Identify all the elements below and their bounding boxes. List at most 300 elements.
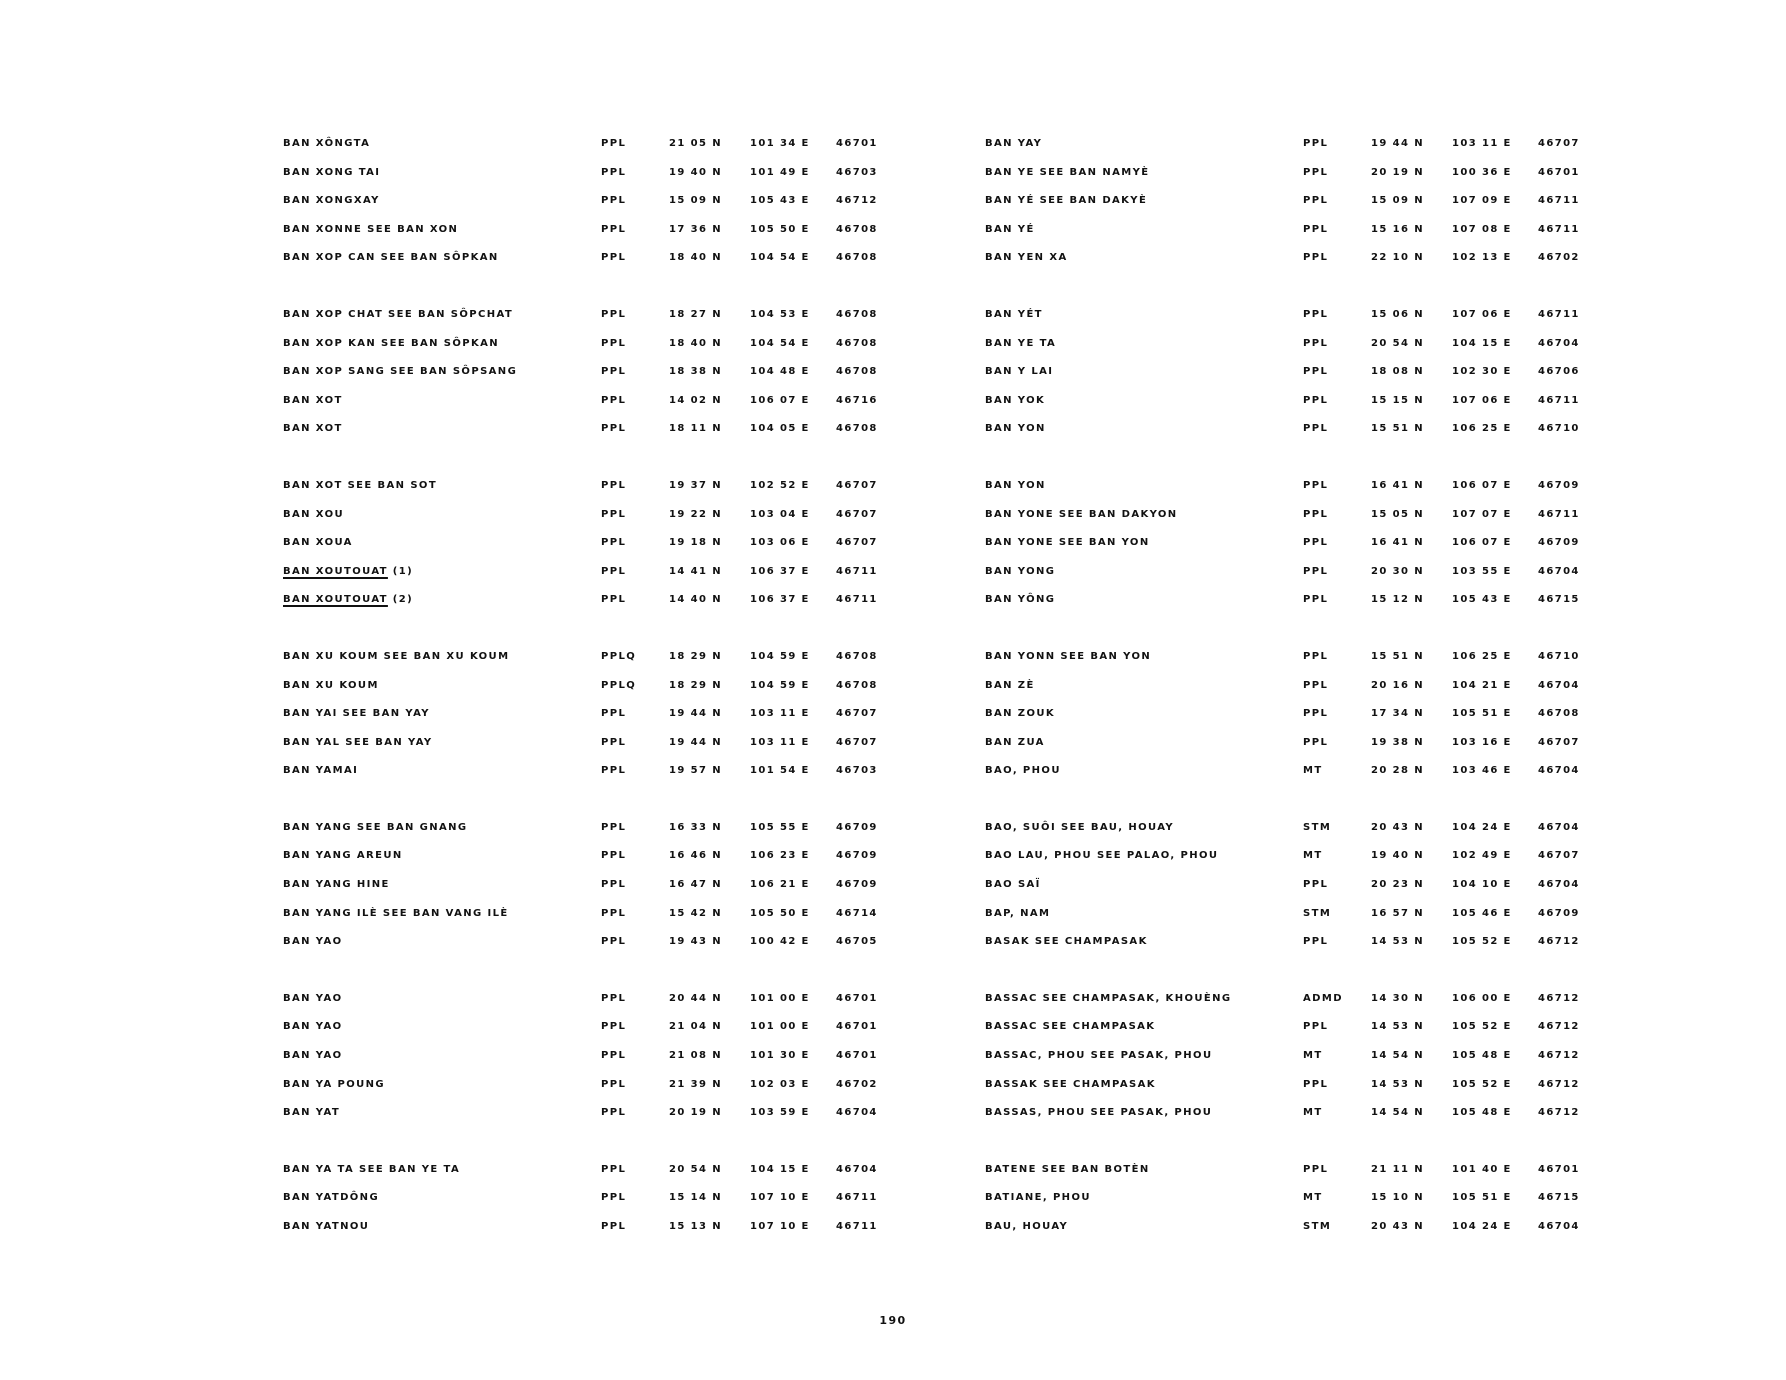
latitude: 20 43 N: [1371, 821, 1424, 833]
place-name-text: BAN YONN SEE BAN YON: [985, 650, 1152, 662]
map-sheet-ref: 46704: [836, 1163, 878, 1175]
place-name: [283, 936, 343, 947]
latitude: 14 54 N: [1371, 1050, 1424, 1062]
latitude: 19 40 N: [1371, 850, 1424, 862]
gazetteer-entry: [283, 936, 923, 965]
place-name: [283, 537, 353, 548]
entry-group: [985, 480, 1625, 623]
gazetteer-entry: [283, 309, 923, 338]
gazetteer-entry: [283, 566, 923, 595]
place-name: [985, 1079, 1156, 1090]
gazetteer-entry: [985, 566, 1625, 595]
place-name: [283, 395, 343, 406]
place-name: [985, 195, 1147, 206]
longitude: 105 55 E: [750, 821, 810, 833]
feature-type: PPL: [1303, 537, 1329, 549]
longitude: 107 10 E: [750, 1221, 810, 1232]
latitude: 21 05 N: [669, 138, 722, 149]
feature-type: STM: [1303, 821, 1332, 833]
feature-type: MT: [1303, 850, 1323, 862]
feature-type: PPL: [601, 1050, 627, 1062]
feature-type: PPL: [601, 850, 627, 862]
gazetteer-entry: [985, 480, 1625, 509]
map-sheet-ref: 46711: [836, 1221, 878, 1232]
latitude: 19 40 N: [669, 166, 722, 178]
longitude: 105 50 E: [750, 907, 810, 919]
place-name-text: BAN XU KOUM: [283, 679, 379, 691]
map-sheet-ref: 46711: [1538, 223, 1580, 235]
place-name-text: BAN YOK: [985, 394, 1046, 406]
feature-type: PPL: [601, 1163, 627, 1175]
place-name: [985, 737, 1045, 748]
latitude: 21 04 N: [669, 1021, 722, 1033]
place-name-text: BAN XU KOUM SEE BAN XU KOUM: [283, 650, 510, 662]
place-name-text: BAN YAO: [283, 992, 343, 1004]
gazetteer-entry: [985, 252, 1625, 281]
feature-type: PPL: [1303, 936, 1329, 948]
longitude: 105 43 E: [750, 195, 810, 207]
place-name-text: BAN YA POUNG: [283, 1078, 386, 1090]
place-name: [283, 708, 430, 719]
map-sheet-ref: 46701: [836, 992, 878, 1004]
longitude: 104 24 E: [1452, 821, 1512, 833]
gazetteer-entry: [985, 537, 1625, 566]
place-name: [985, 1192, 1091, 1203]
place-name: [985, 167, 1149, 178]
latitude: 15 13 N: [669, 1221, 722, 1232]
feature-type: PPL: [1303, 508, 1329, 520]
longitude: 106 07 E: [1452, 537, 1512, 549]
longitude: 102 49 E: [1452, 850, 1512, 862]
place-name: [985, 1164, 1150, 1175]
place-name: [985, 708, 1055, 719]
map-sheet-ref: 46712: [1538, 1050, 1580, 1062]
gazetteer-column-left: [283, 138, 923, 1278]
map-sheet-ref: 46711: [1538, 308, 1580, 320]
place-name: [283, 366, 517, 377]
latitude: 14 53 N: [1371, 1021, 1424, 1033]
feature-type: PPL: [601, 907, 627, 919]
latitude: 18 40 N: [669, 337, 722, 349]
feature-type: PPL: [601, 366, 627, 378]
gazetteer-entry: [283, 395, 923, 424]
entry-group: [283, 480, 923, 623]
feature-type: PPL: [601, 821, 627, 833]
gazetteer-entry: [283, 1050, 923, 1079]
place-name-text: BAO, SUÔI SEE BAU, HOUAY: [985, 821, 1175, 833]
feature-type: PPL: [1303, 1163, 1329, 1175]
place-name: [985, 338, 1056, 349]
map-sheet-ref: 46708: [836, 679, 878, 691]
longitude: 107 08 E: [1452, 223, 1512, 235]
map-sheet-ref: 46716: [836, 394, 878, 406]
longitude: 104 21 E: [1452, 679, 1512, 691]
place-name: [283, 1164, 460, 1175]
map-sheet-ref: 46709: [836, 879, 878, 891]
longitude: 105 43 E: [1452, 594, 1512, 606]
place-name: [985, 1221, 1068, 1232]
feature-type: ADMD: [1303, 992, 1343, 1004]
gazetteer-entry: [283, 822, 923, 851]
place-name: [283, 765, 358, 776]
gazetteer-entry: [985, 822, 1625, 851]
longitude: 106 07 E: [1452, 479, 1512, 491]
latitude: 17 36 N: [669, 223, 722, 235]
place-name: [985, 509, 1178, 520]
longitude: 106 00 E: [1452, 992, 1512, 1004]
longitude: 105 50 E: [750, 223, 810, 235]
place-name: [985, 850, 1218, 861]
feature-type: PPL: [601, 508, 627, 520]
longitude: 104 15 E: [750, 1163, 810, 1175]
latitude: 16 46 N: [669, 850, 722, 862]
place-name-text: BAN XOU: [283, 508, 344, 520]
gazetteer-entry: [985, 509, 1625, 538]
place-name-text: BAN YAT: [283, 1107, 341, 1119]
map-sheet-ref: 46708: [836, 308, 878, 320]
feature-type: PPL: [601, 879, 627, 891]
longitude: 103 46 E: [1452, 765, 1512, 777]
gazetteer-entry: [283, 195, 923, 224]
gazetteer-entry: [283, 737, 923, 766]
map-sheet-ref: 46715: [1538, 594, 1580, 606]
latitude: 19 18 N: [669, 537, 722, 549]
gazetteer-entry: [283, 537, 923, 566]
place-name-text: BAN XOP KAN SEE BAN SÔPKAN: [283, 337, 500, 349]
map-sheet-ref: 46703: [836, 765, 878, 777]
gazetteer-entry: [985, 908, 1625, 937]
place-name: [283, 566, 413, 577]
feature-type: PPL: [601, 537, 627, 549]
longitude: 106 23 E: [750, 850, 810, 862]
place-name: [985, 993, 1232, 1004]
latitude: 19 44 N: [669, 736, 722, 748]
map-sheet-ref: 46712: [1538, 1078, 1580, 1090]
place-name: [283, 737, 433, 748]
map-sheet-ref: 46710: [1538, 423, 1580, 435]
map-sheet-ref: 46712: [1538, 992, 1580, 1004]
place-name-text: BAU, HOUAY: [985, 1221, 1069, 1232]
place-name: [985, 1050, 1212, 1061]
map-sheet-ref: 46702: [1538, 252, 1580, 264]
latitude: 15 06 N: [1371, 308, 1424, 320]
place-name-text: BAN YÉT: [985, 308, 1043, 320]
map-sheet-ref: 46711: [836, 565, 878, 577]
gazetteer-entry: [985, 993, 1625, 1022]
map-sheet-ref: 46709: [1538, 479, 1580, 491]
map-sheet-ref: 46709: [1538, 907, 1580, 919]
map-sheet-ref: 46711: [836, 594, 878, 606]
map-sheet-ref: 46705: [836, 936, 878, 948]
longitude: 103 16 E: [1452, 736, 1512, 748]
gazetteer-entry: [283, 224, 923, 253]
place-name-text: BASSAC SEE CHAMPASAK: [985, 1021, 1156, 1033]
latitude: 16 57 N: [1371, 907, 1424, 919]
feature-type: PPL: [601, 1192, 627, 1204]
feature-type: PPL: [1303, 366, 1329, 378]
place-name-text: BAN XOT SEE BAN SOT: [283, 479, 438, 491]
gazetteer-entry: [283, 879, 923, 908]
latitude: 14 40 N: [669, 594, 722, 606]
place-name-text: BAN YANG HINE: [283, 879, 390, 891]
place-name-text: BAN YANG ILÈ SEE BAN VANG ILÈ: [283, 907, 509, 919]
map-sheet-ref: 46712: [836, 195, 878, 207]
latitude: 15 09 N: [669, 195, 722, 207]
longitude: 102 52 E: [750, 479, 810, 491]
latitude: 18 29 N: [669, 650, 722, 662]
gazetteer-entry: [283, 252, 923, 281]
latitude: 15 51 N: [1371, 650, 1424, 662]
entry-group: [985, 138, 1625, 281]
place-name-text: BAN YE SEE BAN NAMYÈ: [985, 166, 1150, 178]
feature-type: MT: [1303, 1192, 1323, 1204]
map-sheet-ref: 46708: [836, 423, 878, 435]
place-name-text: BAN YONE SEE BAN YON: [985, 537, 1150, 549]
place-name-text: BAN XOP CHAT SEE BAN SÔPCHAT: [283, 308, 514, 320]
longitude: 106 37 E: [750, 565, 810, 577]
map-sheet-ref: 46711: [1538, 195, 1580, 207]
map-sheet-ref: 46711: [1538, 508, 1580, 520]
latitude: 15 15 N: [1371, 394, 1424, 406]
place-name-text: BASAK SEE CHAMPASAK: [985, 936, 1148, 948]
latitude: 20 19 N: [669, 1107, 722, 1119]
longitude: 104 54 E: [750, 252, 810, 264]
gazetteer-entry: [283, 138, 923, 167]
map-sheet-ref: 46707: [836, 708, 878, 720]
latitude: 15 51 N: [1371, 423, 1424, 435]
latitude: 19 22 N: [669, 508, 722, 520]
feature-type: PPL: [1303, 394, 1329, 406]
place-name-text: BAO, PHOU: [985, 765, 1061, 777]
latitude: 21 39 N: [669, 1078, 722, 1090]
gazetteer-entry: [985, 167, 1625, 196]
map-sheet-ref: 46707: [1538, 138, 1580, 149]
latitude: 20 16 N: [1371, 679, 1424, 691]
latitude: 16 33 N: [669, 821, 722, 833]
place-name: [985, 309, 1043, 320]
feature-type: PPL: [601, 594, 627, 606]
longitude: 105 52 E: [1452, 1078, 1512, 1090]
place-name-text: BAN YA TA SEE BAN YE TA: [283, 1163, 461, 1175]
map-sheet-ref: 46708: [836, 337, 878, 349]
place-name-text: BAN XONGXAY: [283, 195, 380, 207]
latitude: 15 12 N: [1371, 594, 1424, 606]
place-name-text: BAN YAO: [283, 1021, 343, 1033]
gazetteer-entry: [985, 195, 1625, 224]
gazetteer-entry: [283, 594, 923, 623]
latitude: 20 43 N: [1371, 1221, 1424, 1232]
latitude: 14 54 N: [1371, 1107, 1424, 1119]
latitude: 20 54 N: [669, 1163, 722, 1175]
gazetteer-entry: [283, 1221, 923, 1250]
place-name-text: BASSAC SEE CHAMPASAK, KHOUÈNG: [985, 992, 1232, 1004]
longitude: 105 51 E: [1452, 708, 1512, 720]
map-sheet-ref: 46704: [1538, 337, 1580, 349]
place-name: [985, 879, 1041, 890]
map-sheet-ref: 46704: [836, 1107, 878, 1119]
gazetteer-column-right: [985, 138, 1625, 1278]
place-name: [985, 423, 1046, 434]
place-name-text: BAN YAMAI: [283, 765, 359, 777]
entry-group: [283, 651, 923, 794]
longitude: 104 54 E: [750, 337, 810, 349]
place-name-text: BAN ZÈ: [985, 679, 1035, 691]
feature-type: MT: [1303, 765, 1323, 777]
feature-type: PPL: [1303, 308, 1329, 320]
place-name: [283, 138, 370, 149]
latitude: 14 53 N: [1371, 936, 1424, 948]
place-name-text: BAN XOUA: [283, 537, 353, 549]
place-name: [985, 908, 1050, 919]
longitude: 106 25 E: [1452, 423, 1512, 435]
gazetteer-entry: [985, 1164, 1625, 1193]
gazetteer-entry: [985, 708, 1625, 737]
map-sheet-ref: 46703: [836, 166, 878, 178]
gazetteer-entry: [283, 850, 923, 879]
longitude: 102 30 E: [1452, 366, 1512, 378]
gazetteer-entry: [985, 594, 1625, 623]
longitude: 105 46 E: [1452, 907, 1512, 919]
longitude: 100 36 E: [1452, 166, 1512, 178]
latitude: 19 44 N: [669, 708, 722, 720]
latitude: 14 30 N: [1371, 992, 1424, 1004]
gazetteer-entry: [283, 1192, 923, 1221]
feature-type: PPL: [601, 337, 627, 349]
feature-type: PPL: [601, 479, 627, 491]
longitude: 107 06 E: [1452, 394, 1512, 406]
latitude: 15 09 N: [1371, 195, 1424, 207]
map-sheet-ref: 46708: [836, 366, 878, 378]
feature-type: PPL: [1303, 1021, 1329, 1033]
place-name: [283, 651, 509, 662]
entry-group: [283, 138, 923, 281]
gazetteer-entry: [985, 936, 1625, 965]
place-name: [283, 850, 403, 861]
place-name-text: BAN YONG: [985, 565, 1056, 577]
feature-type: PPL: [601, 992, 627, 1004]
longitude: 103 55 E: [1452, 565, 1512, 577]
gazetteer-entry: [283, 708, 923, 737]
place-name: [985, 1021, 1155, 1032]
longitude: 104 59 E: [750, 679, 810, 691]
place-name: [283, 822, 468, 833]
latitude: 15 05 N: [1371, 508, 1424, 520]
map-sheet-ref: 46708: [836, 252, 878, 264]
latitude: 14 02 N: [669, 394, 722, 406]
feature-type: PPL: [1303, 195, 1329, 207]
gazetteer-entry: [283, 651, 923, 680]
map-sheet-ref: 46704: [1538, 879, 1580, 891]
place-name: [283, 1221, 369, 1232]
place-name-text: BAN ZUA: [985, 736, 1045, 748]
place-name-text: BAN XÔNGTA: [283, 138, 371, 149]
gazetteer-entry: [283, 908, 923, 937]
place-name-text: BAN YATNOU: [283, 1221, 370, 1232]
place-name-text: BAN XOP SANG SEE BAN SÔPSANG: [283, 366, 518, 378]
feature-type: PPL: [601, 166, 627, 178]
map-sheet-ref: 46707: [1538, 850, 1580, 862]
entry-group: [283, 993, 923, 1136]
longitude: 100 42 E: [750, 936, 810, 948]
longitude: 102 13 E: [1452, 252, 1512, 264]
latitude: 19 43 N: [669, 936, 722, 948]
entry-group: [985, 1164, 1625, 1250]
entry-group: [985, 822, 1625, 965]
feature-type: PPL: [1303, 679, 1329, 691]
feature-type: PPL: [601, 252, 627, 264]
feature-type: PPL: [1303, 594, 1329, 606]
longitude: 103 11 E: [750, 708, 810, 720]
place-name-text: BAN YAL SEE BAN YAY: [283, 736, 433, 748]
gazetteer-entry: [985, 1021, 1625, 1050]
feature-type: PPL: [1303, 479, 1329, 491]
place-name: [985, 1107, 1212, 1118]
latitude: 20 30 N: [1371, 565, 1424, 577]
gazetteer-entry: [985, 1107, 1625, 1136]
place-name: [283, 879, 390, 890]
longitude: 104 05 E: [750, 423, 810, 435]
place-name-text: BAN YANG SEE BAN GNANG: [283, 821, 468, 833]
gazetteer-entry: [985, 309, 1625, 338]
latitude: 18 11 N: [669, 423, 722, 435]
feature-type: PPL: [601, 765, 627, 777]
latitude: 19 44 N: [1371, 138, 1424, 149]
feature-type: PPL: [601, 1078, 627, 1090]
place-name-text: BAN XOP CAN SEE BAN SÔPKAN: [283, 252, 499, 264]
longitude: 103 11 E: [750, 736, 810, 748]
place-name: [283, 680, 379, 691]
feature-type: PPL: [601, 1107, 627, 1119]
longitude: 105 52 E: [1452, 936, 1512, 948]
longitude: 107 06 E: [1452, 308, 1512, 320]
place-name: [985, 765, 1061, 776]
longitude: 104 48 E: [750, 366, 810, 378]
place-name: [985, 566, 1055, 577]
place-name-text: BAN YANG AREUN: [283, 850, 403, 862]
longitude: 101 34 E: [750, 138, 810, 149]
gazetteer-entry: [985, 765, 1625, 794]
latitude: 19 37 N: [669, 479, 722, 491]
place-name: [985, 594, 1055, 605]
latitude: 21 11 N: [1371, 1163, 1424, 1175]
place-name: [985, 822, 1174, 833]
feature-type: PPL: [601, 195, 627, 207]
feature-type: STM: [1303, 1221, 1332, 1232]
place-name: [283, 167, 380, 178]
gazetteer-entry: [283, 993, 923, 1022]
place-name: [283, 224, 458, 235]
gazetteer-entry: [985, 138, 1625, 167]
longitude: 101 00 E: [750, 992, 810, 1004]
map-sheet-ref: 46702: [836, 1078, 878, 1090]
gazetteer-entry: [283, 423, 923, 452]
latitude: 20 23 N: [1371, 879, 1424, 891]
feature-type: PPL: [1303, 1078, 1329, 1090]
map-sheet-ref: 46710: [1538, 650, 1580, 662]
entry-group: [283, 1164, 923, 1250]
map-sheet-ref: 46706: [1538, 366, 1580, 378]
latitude: 19 38 N: [1371, 736, 1424, 748]
gazetteer-entry: [985, 737, 1625, 766]
map-sheet-ref: 46707: [836, 736, 878, 748]
longitude: 104 53 E: [750, 308, 810, 320]
latitude: 18 38 N: [669, 366, 722, 378]
place-name-suffix: (1): [387, 565, 414, 577]
entry-group: [283, 309, 923, 452]
place-name-text: BAN YEN XA: [985, 252, 1068, 264]
longitude: 103 06 E: [750, 537, 810, 549]
place-name: [283, 594, 413, 605]
